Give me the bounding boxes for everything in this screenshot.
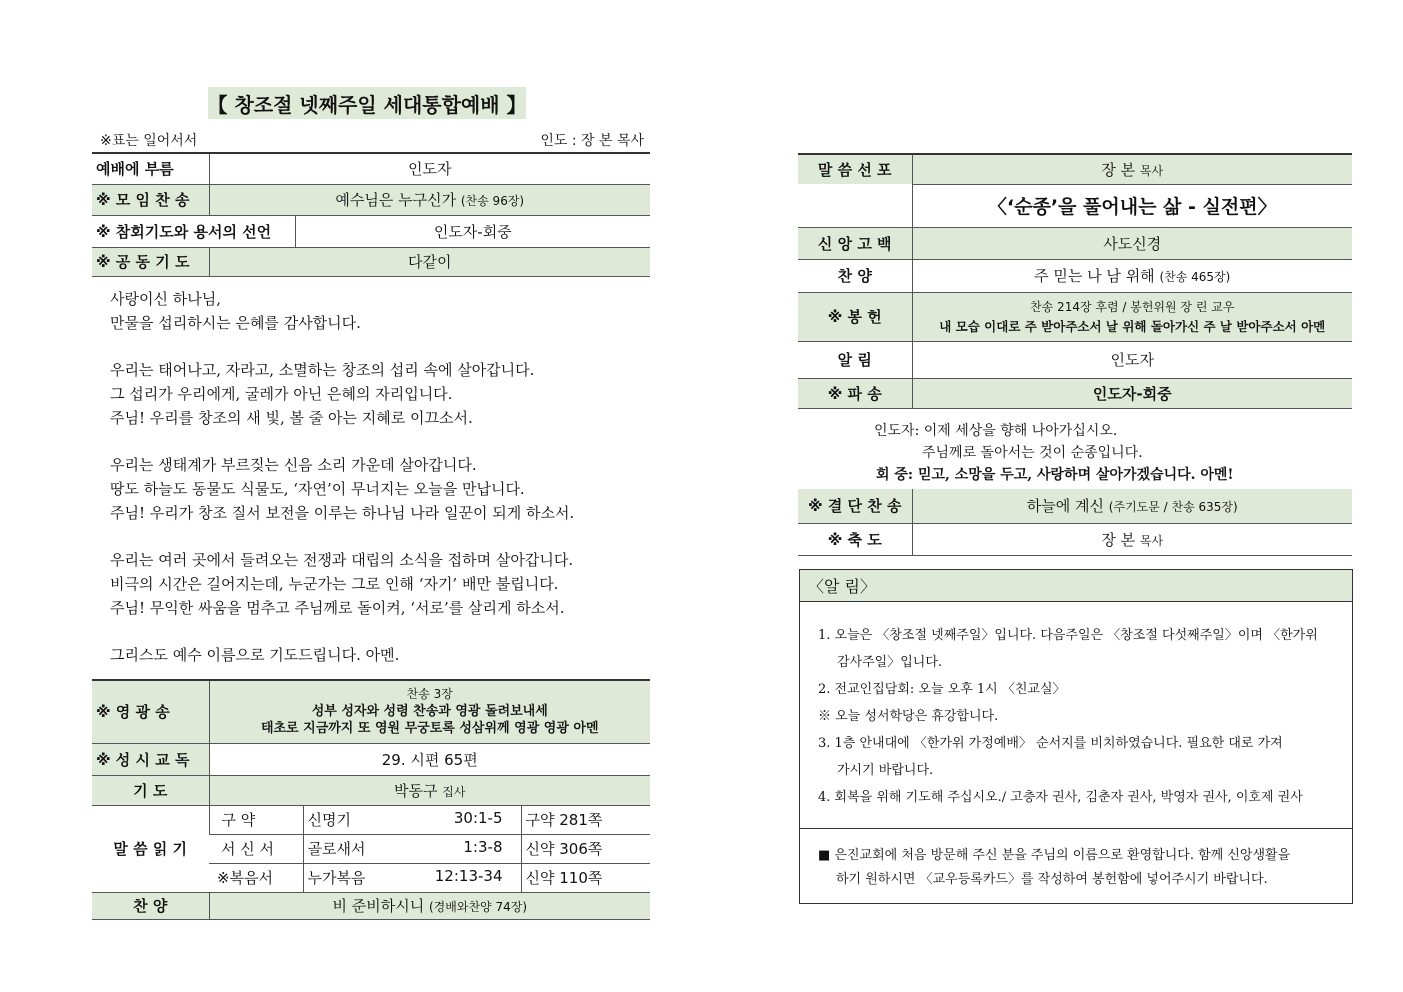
order-row (798, 259, 1352, 292)
gloria-value (209, 680, 650, 743)
notice-item: 1. 오늘은 〈창조절 넷째주일〉입니다. 다음주일은 〈창조절 다섯째주일〉이며 〈한가위 (818, 628, 1318, 643)
order-label: 말 씀 선 포 (798, 154, 912, 184)
order-label-spacer (798, 184, 912, 227)
order-value: 인도자-회중 (295, 215, 650, 247)
order-value: 다같이 (209, 247, 650, 276)
order-table-opening (92, 152, 650, 277)
benediction-name: 장 본 (1101, 530, 1136, 549)
reading-book-name: 골로새서 (307, 840, 366, 858)
dismissal-text (798, 418, 1352, 490)
order-label: ※ 봉 헌 (798, 292, 912, 341)
order-value (912, 259, 1352, 292)
order-value (912, 523, 1352, 555)
order-label: ※ 결 단 찬 송 (798, 489, 912, 523)
order-row (92, 775, 650, 805)
offering-lyrics: 내 모습 이대로 주 받아주소서 날 위해 돌아가신 주 날 받아주소서 아멘 (939, 318, 1326, 334)
reading-book (303, 863, 521, 892)
gloria-hymn: 찬송 3장 (406, 687, 453, 702)
dismissal-leader: 인도자: 이제 세상을 향해 나아가십시오. (874, 423, 1118, 439)
reading-ref: 12:13-34 (434, 867, 503, 885)
notice-item: 2. 전교인집담회: 오늘 오후 1시 〈친교실〉 (818, 682, 1066, 697)
order-row (92, 680, 650, 743)
reading-book-name: 신명기 (307, 811, 351, 829)
offering-hymn: 찬송 214장 후렴 / 봉헌위원 장 린 교우 (1030, 299, 1235, 314)
order-label: ※ 축 도 (798, 523, 912, 555)
order-value (912, 489, 1352, 523)
order-value (209, 184, 650, 215)
order-value: 29. 시편 65편 (209, 743, 650, 775)
order-label: 알 림 (798, 341, 912, 378)
order-label: 말 씀 읽 기 (92, 805, 209, 892)
order-value: 인도자 (209, 153, 650, 184)
prayer-line: 주님! 우리가 창조 질서 보전을 이루는 하나님 나라 일꾼이 되게 하소서. (110, 504, 575, 522)
sermon-title: 〈‘순종’을 풀어내는 삶 - 실전편〉 (912, 184, 1352, 227)
reading-ref: 30:1-5 (453, 809, 503, 827)
order-value (912, 154, 1352, 184)
reading-page: 신약 306쪽 (521, 834, 650, 863)
reading-kind: 구 약 (209, 805, 303, 834)
order-row (92, 247, 650, 276)
order-value (209, 892, 650, 919)
dismissal-people: 회 중: 믿고, 소망을 두고, 사랑하며 살아가겠습니다. 아멘! (876, 467, 1234, 483)
order-table-word (92, 679, 650, 920)
common-prayer-text (110, 287, 650, 667)
order-label: 예배에 부름 (92, 153, 209, 184)
welcome-line: ■ 은진교회에 처음 방문해 주신 분을 주님의 이름으로 환영합니다. 함께 신앙생활을 (818, 848, 1291, 863)
order-value (209, 775, 650, 805)
notice-item: 3. 1층 안내대에 〈한가위 가정예배〉 순서지를 비치하였습니다. 필요한 대로 가져 (818, 736, 1283, 751)
hymn-number: (찬송 96장) (460, 194, 525, 208)
notice-heading: 〈알 림〉 (800, 570, 1352, 602)
prayer-line: 비극의 시간은 길어지는데, 누군가는 그로 인해 ‘자기’ 배만 불립니다. (110, 575, 559, 593)
notice-item: 4. 회복을 위해 기도해 주십시오./ 고충자 권사, 김춘자 권사, 박영자 권사, 이호제 권사 (818, 790, 1303, 805)
bulletin-title: 【 창조절 넷째주일 세대통합예배 】 (208, 87, 526, 119)
resolution-number: (주기도문 / 찬송 635장) (1108, 500, 1238, 515)
order-label: 기 도 (92, 775, 209, 805)
order-label: 찬 양 (92, 892, 209, 919)
dismissal-leader-2: 주님께로 돌아서는 것이 순종입니다. (922, 445, 1143, 461)
offering-value (912, 292, 1352, 341)
prayer-line: 사랑이신 하나님, (110, 290, 221, 308)
preacher-name: 장 본 (1101, 160, 1136, 179)
praise-number: (찬송 465장) (1159, 270, 1231, 284)
order-row (798, 341, 1352, 378)
resolution-hymn: 하늘에 계신 (1026, 497, 1105, 516)
order-value: 인도자-회중 (912, 378, 1352, 408)
order-label: ※ 참회기도와 용서의 선언 (92, 215, 295, 247)
order-row (798, 489, 1352, 523)
prayer-leader-title: 집사 (442, 784, 466, 799)
prayer-leader: 박동구 (394, 781, 438, 800)
order-table-sermon (798, 153, 1352, 409)
notice-item: 가시기 바랍니다. (837, 763, 934, 778)
reading-page: 구약 281쪽 (521, 805, 650, 834)
leader-note: 인도 : 장 본 목사 (540, 133, 644, 149)
reading-book-name: 누가복음 (307, 869, 366, 887)
welcome-message (818, 844, 1340, 892)
hymn-title: 예수님은 누구신가 (335, 191, 457, 209)
order-value: 사도신경 (912, 227, 1352, 259)
order-label: 신 앙 고 백 (798, 227, 912, 259)
praise-title: 주 믿는 나 남 위해 (1034, 267, 1155, 285)
order-row (798, 292, 1352, 341)
notice-divider (800, 828, 1352, 829)
subheader (100, 130, 644, 152)
order-row (798, 227, 1352, 259)
order-table-closing (798, 489, 1352, 556)
reading-book (303, 834, 521, 863)
reading-book (303, 805, 521, 834)
order-label: ※ 파 송 (798, 378, 912, 408)
order-label: ※ 성 시 교 독 (92, 743, 209, 775)
reading-kind: 서 신 서 (209, 834, 303, 863)
order-row (92, 215, 650, 247)
reading-ref: 1:3-8 (463, 838, 503, 856)
prayer-line: 우리는 생태계가 부르짖는 신음 소리 가운데 살아갑니다. (110, 456, 477, 474)
notice-item: ※ 오늘 성서학당은 휴강합니다. (818, 709, 999, 724)
notice-item: 감사주일〉입니다. (837, 655, 943, 670)
reading-row (92, 805, 650, 834)
prayer-line: 주님! 무익한 싸움을 멈추고 주님께로 돌이켜, ‘서로’를 살리게 하소서. (110, 599, 565, 617)
order-row (798, 523, 1352, 555)
benediction-title: 목사 (1139, 533, 1164, 548)
order-row (92, 892, 650, 919)
prayer-line: 그 섭리가 우리에게, 굴레가 아닌 은혜의 자리입니다. (110, 385, 453, 403)
notice-list (818, 622, 1338, 811)
order-value: 인도자 (912, 341, 1352, 378)
standing-note: ※표는 일어서서 (100, 133, 198, 149)
gloria-line: 태초로 지금까지 또 영원 무궁토록 성삼위께 영광 영광 아멘 (260, 721, 599, 737)
order-row (92, 743, 650, 775)
order-label: 찬 양 (798, 259, 912, 292)
reading-kind: ※복음서 (209, 863, 303, 892)
prayer-line: 땅도 하늘도 동물도 식물도, ‘자연’이 무너지는 오늘을 만납니다. (110, 480, 525, 498)
order-label: ※ 영 광 송 (92, 680, 209, 743)
order-row (92, 153, 650, 184)
prayer-line: 만물을 섭리하시는 은혜를 감사합니다. (110, 314, 361, 332)
welcome-line: 하기 원하시면 〈교우등록카드〉를 작성하여 봉헌함에 넣어주시기 바랍니다. (836, 872, 1268, 887)
prayer-line: 그리스도 예수 이름으로 기도드립니다. 아멘. (110, 646, 400, 664)
prayer-line: 우리는 여러 곳에서 들려오는 전쟁과 대립의 소식을 접하며 살아갑니다. (110, 551, 574, 569)
order-row (798, 154, 1352, 184)
order-row (798, 378, 1352, 408)
order-label: ※ 모 임 찬 송 (92, 184, 209, 215)
order-row (798, 184, 1352, 227)
notice-box (799, 569, 1353, 904)
prayer-line: 주님! 우리를 창조의 새 빛, 볼 줄 아는 지혜로 이끄소서. (110, 409, 473, 427)
order-row (92, 184, 650, 215)
praise-title: 비 준비하시니 (332, 897, 425, 915)
praise-number: (경배와찬양 74장) (429, 900, 527, 914)
order-label: ※ 공 동 기 도 (92, 247, 209, 276)
preacher-title: 목사 (1139, 163, 1164, 178)
reading-page: 신약 110쪽 (521, 863, 650, 892)
prayer-line: 우리는 태어나고, 자라고, 소멸하는 창조의 섭리 속에 살아갑니다. (110, 361, 535, 379)
gloria-line: 성부 성자와 성령 찬송과 영광 돌려보내세 (311, 704, 548, 720)
